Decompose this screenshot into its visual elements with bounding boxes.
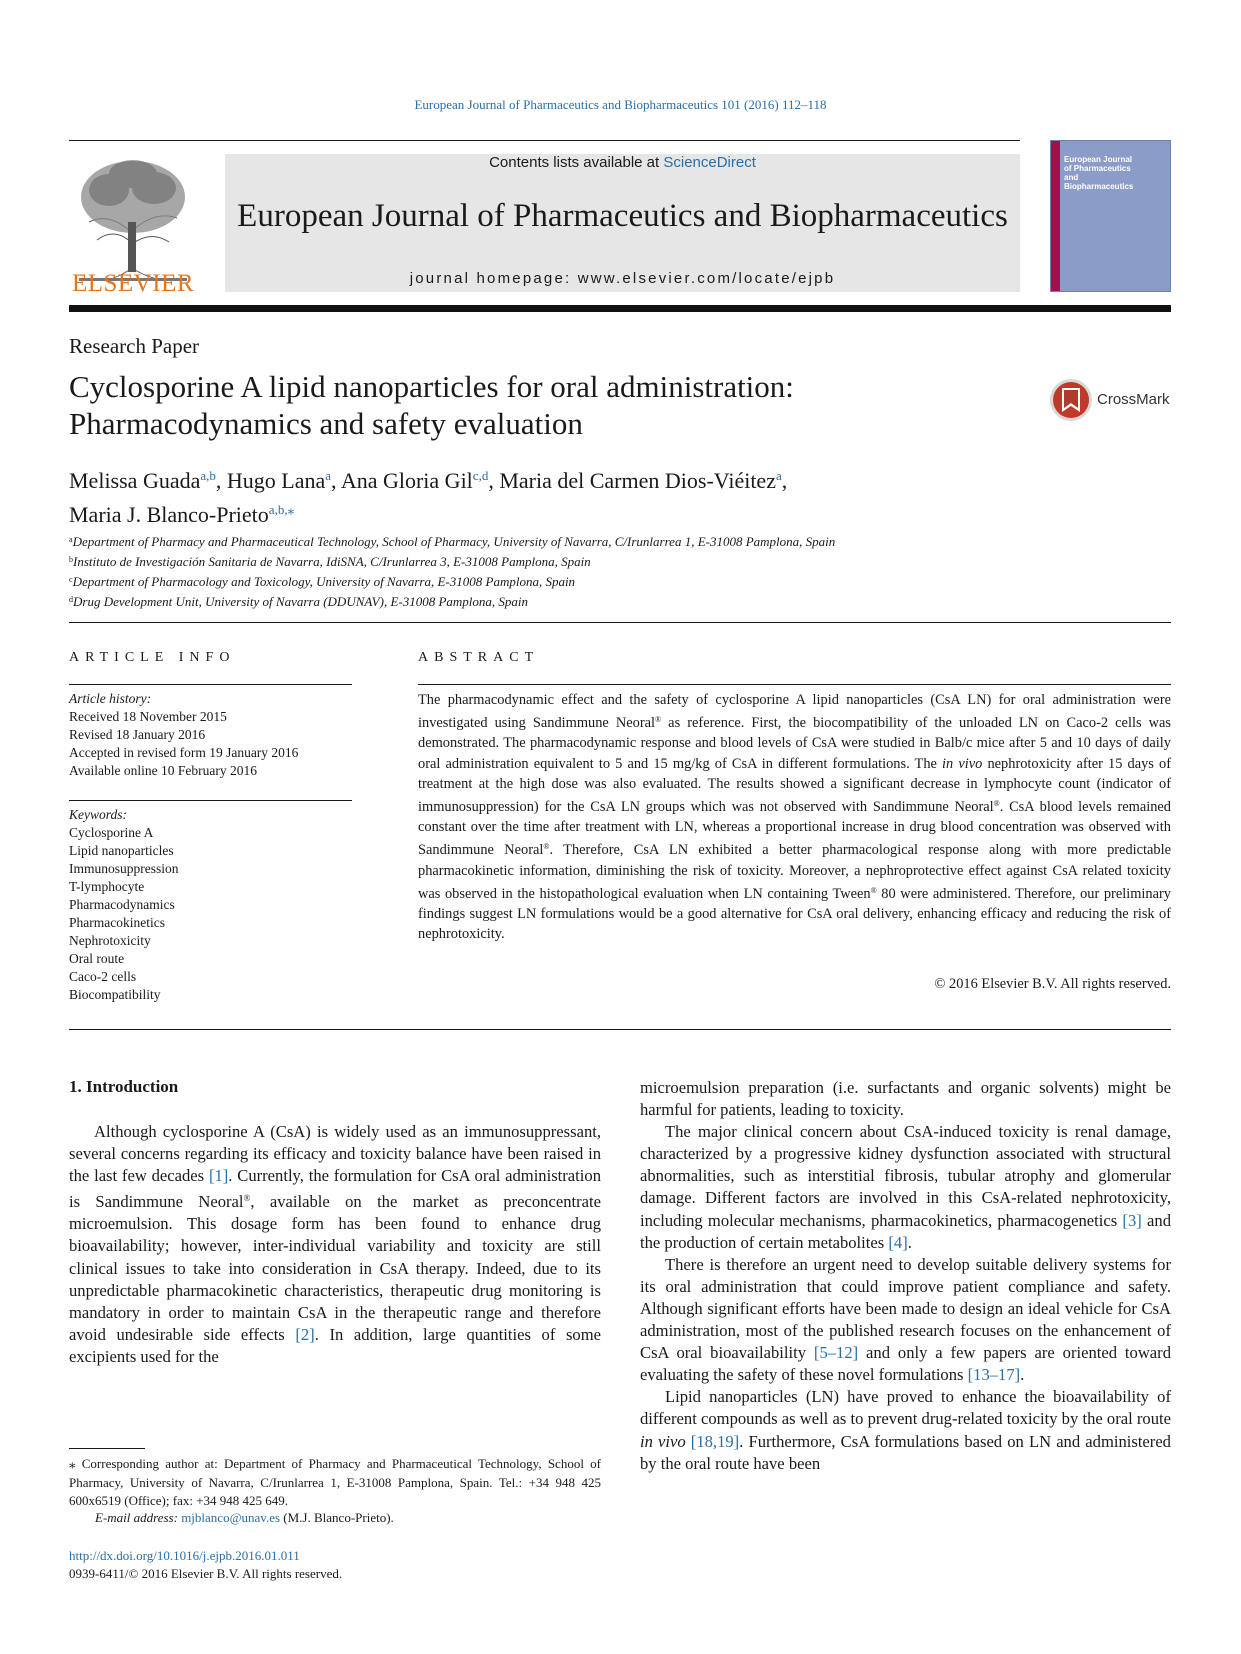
corresponding-author-footnote: ⁎ Corresponding author at: Department of Pharmacy and Pharmaceutical Technology, School of Pharmacy, University of Navarra, C/Irunlarrea 1, E-31008 Pamplona, Spain. Tel.: +34 948 425 600x6519 (Office); fax: +34 948 425 649. (69, 1456, 601, 1508)
keyword: Oral route (69, 951, 125, 966)
abstract-copyright: © 2016 Elsevier B.V. All rights reserved. (934, 976, 1171, 992)
journal-name: European Journal of Pharmaceutics and Biopharmaceutics (237, 198, 1008, 234)
header-rule (69, 140, 1020, 141)
crossmark-label[interactable]: CrossMark (1097, 391, 1170, 408)
author-name[interactable]: Maria J. Blanco-Prieto (69, 502, 269, 527)
elsevier-wordmark: ELSEVIER (71, 270, 195, 297)
keywords-list (69, 806, 352, 1004)
author-affiliation-marker[interactable]: a (775, 468, 782, 483)
keyword: Biocompatibility (69, 987, 161, 1002)
affiliation: $^a$Department of Pharmacy and Pharmaceutical Technology, School of Pharmacy, University of Navarra, C/Irunlarrea 1, E-31008 Pamplona, Spain (69, 534, 836, 549)
article-info-heading: ARTICLE INFO (69, 650, 236, 665)
article-history (69, 690, 352, 780)
body-paragraph: There is therefore an urgent need to develop suitable delivery systems for its oral administration that could improve patient compliance and safety. Although significant efforts have been made to design an ideal vehicle for CsA administration, most of the published research focuses on the enhancement of CsA oral bioavailability [5–12] and only a few papers are oriented toward evaluating the safety of these novel formulations [13–17]. (640, 1254, 1171, 1385)
email-link[interactable]: mjblanco@unav.es (181, 1510, 281, 1525)
journal-reference-link[interactable]: European Journal of Pharmaceutics and Biopharmaceutics 101 (2016) 112–118 (414, 97, 827, 112)
contents-line (225, 154, 1020, 171)
citation-link[interactable]: [3] (1122, 1210, 1142, 1230)
section-rule (69, 622, 1171, 623)
keyword: Pharmacokinetics (69, 915, 165, 930)
abstract-rule (418, 684, 1171, 685)
body-paragraph: Lipid nanoparticles (LN) have proved to enhance the bioavailability of different compounds as well as to prevent drug-related toxicity by the oral route in vivo [18,19]. Furthermore, CsA formulations based on LN and administered by the oral route have been (640, 1387, 1171, 1473)
citation-link[interactable]: [2] (295, 1324, 315, 1344)
author-name[interactable]: Melissa Guada (69, 468, 201, 493)
keyword: T-lymphocyte (69, 879, 145, 894)
contents-prefix: Contents lists available at (489, 154, 664, 171)
info-rule (69, 800, 352, 801)
info-rule (69, 684, 352, 685)
email-label: E-mail address: (95, 1510, 182, 1525)
history-item: Available online 10 February 2016 (69, 763, 257, 778)
keywords-label: Keywords: (69, 807, 127, 822)
affiliation-list (69, 531, 1169, 611)
citation-link[interactable]: [4] (888, 1232, 908, 1252)
email-owner: (M.J. Blanco-Prieto). (280, 1510, 394, 1525)
history-item: Received 18 November 2015 (69, 709, 227, 724)
cover-title: European Journal of Pharmaceutics and Biopharmaceutics (1064, 155, 1134, 191)
author-name[interactable]: Maria del Carmen Dios-Viéitez (499, 468, 776, 493)
citation-link[interactable]: [5–12] (813, 1343, 859, 1363)
author-affiliation-marker[interactable]: a,b (200, 468, 216, 483)
keyword: Pharmacodynamics (69, 897, 175, 912)
journal-homepage[interactable]: journal homepage: www.elsevier.com/locate/ejpb (409, 270, 836, 287)
body-paragraph: The major clinical concern about CsA-induced toxicity is renal damage, characterized by a progressive kidney dysfunction associated with structural abnormalities, such as interstitial fibrosis, tubular atrophy and glomerular damage. Different factors are involved in this CsA-related nephrotoxicity, including molecular mechanisms, pharmacokinetics, pharmacogenetics [3] and the production of certain metabolites [4]. (640, 1122, 1171, 1252)
citation-link[interactable]: [13–17] (967, 1365, 1021, 1385)
issn-copyright: 0939-6411/© 2016 Elsevier B.V. All rights reserved. (69, 1566, 343, 1581)
author-affiliation-marker[interactable]: a,b,⁎ (268, 502, 295, 517)
keyword: Lipid nanoparticles (69, 843, 174, 858)
body-column-left (69, 1121, 601, 1368)
sciencedirect-link[interactable]: ScienceDirect (663, 154, 756, 171)
citation-link[interactable]: [1] (208, 1166, 229, 1186)
author-name[interactable]: Hugo Lana (226, 468, 326, 493)
affiliation: $^d$Drug Development Unit, University of Navarra (DDUNAV), E-31008 Pamplona, Spain (69, 594, 529, 609)
title-line-1: Cyclosporine A lipid nanoparticles for oral administration: (69, 369, 794, 404)
keyword: Cyclosporine A (69, 825, 154, 840)
section-rule (69, 1029, 1171, 1030)
abstract-text: The pharmacodynamic effect and the safety of cyclosporine A lipid nanoparticles (CsA LN) for oral administration were investigated using Sandimmune Neoral® as reference. First, the biocompatibility of the unloaded LN on Caco-2 cells was demonstrated. The pharmacodynamic response and blood levels of CsA were studied in Balb/c mice after 5 and 10 days of daily oral administration equivalent to 5 and 15 mg/kg of CsA in different formulations. The in vivo nephrotoxicity after 15 days of treatment at the high dose was also evaluated. The results showed a significant decrease in lymphocyte count (indicator of immunosuppression) for the CsA LN groups which was not observed with Sandimmune Neoral®. CsA blood levels remained constant over the time after treatment with LN, whereas a proportional increase in drug blood concentration was observed with Sandimmune Neoral®. Therefore, CsA LN exhibited a better pharmacological response along with more predictable pharmacokinetic information, diminishing the risk of toxicity. Moreover, a nephroprotective effect against CsA related toxicity was observed in the histopathological evaluation when LN containing Tween® 80 were administered. Therefore, our preliminary findings suggest LN formulations would be a good alternative for CsA oral delivery, enhancing efficacy and reducing the risk of nephrotoxicity. (418, 692, 1172, 943)
author-list: Melissa Guada$^{a,b}$, Hugo Lana$^a$, Ana Gloria Gil$^{c,d}$, Maria del Carmen Dios-Viéitez$^a$, Maria J. Blanco-Prieto$^{a,b,⁎}$ (69, 468, 788, 527)
history-item: Revised 18 January 2016 (69, 727, 206, 742)
journal-cover-thumbnail[interactable] (1050, 140, 1171, 292)
email-line (95, 1510, 394, 1526)
citation-link[interactable]: [18,19] (690, 1431, 740, 1451)
footnote-rule (69, 1448, 145, 1449)
section-heading-introduction: 1. Introduction (69, 1077, 179, 1096)
author-affiliation-marker[interactable]: c,d (472, 468, 489, 483)
article-type: Research Paper (69, 334, 200, 358)
affiliation: $^b$Instituto de Investigación Sanitaria de Navarra, IdiSNA, C/Irunlarrea 3, E-31008 Pamplona, Spain (69, 554, 591, 569)
body-paragraph: microemulsion preparation (i.e. surfactants and organic solvents) might be harmful for patients, leading to toxicity. (640, 1078, 1171, 1120)
author-name[interactable]: Ana Gloria Gil (340, 468, 473, 493)
history-label: Article history: (69, 691, 152, 706)
header-thick-rule (69, 305, 1171, 312)
article-title (69, 368, 969, 442)
keyword: Immunosuppression (69, 861, 179, 876)
history-item: Accepted in revised form 19 January 2016 (69, 745, 299, 760)
keyword: Nephrotoxicity (69, 933, 151, 948)
doi-link[interactable]: http://dx.doi.org/10.1016/j.ejpb.2016.01.011 (69, 1548, 300, 1563)
abstract-heading: ABSTRACT (418, 650, 540, 665)
body-paragraph: Although cyclosporine A (CsA) is widely used as an immunosuppressant, several concerns regarding its efficacy and toxicity balance have been raised in the last few decades [1]. Currently, the formulation for CsA oral administration is Sandimmune Neoral®, available on the market as preconcentrate microemulsion. This dosage form has been found to enhance drug bioavailability; however, inter-individual variability and toxicity are still clinical issues to take into consideration in CsA therapy. Indeed, due to its unpredictable pharmacokinetic characteristics, therapeutic drug monitoring is mandatory in order to maintain CsA in the therapeutic range and therefore avoid undesirable side effects [2]. In addition, large quantities of some excipients used for the (69, 1122, 601, 1366)
keyword: Caco-2 cells (69, 969, 137, 984)
body-column-right (640, 1077, 1171, 1475)
author-affiliation-marker[interactable]: a (325, 468, 332, 483)
title-line-2: Pharmacodynamics and safety evaluation (69, 406, 583, 441)
affiliation: $^c$Department of Pharmacology and Toxicology, University of Navarra, E-31008 Pamplona, Spain (69, 574, 576, 589)
